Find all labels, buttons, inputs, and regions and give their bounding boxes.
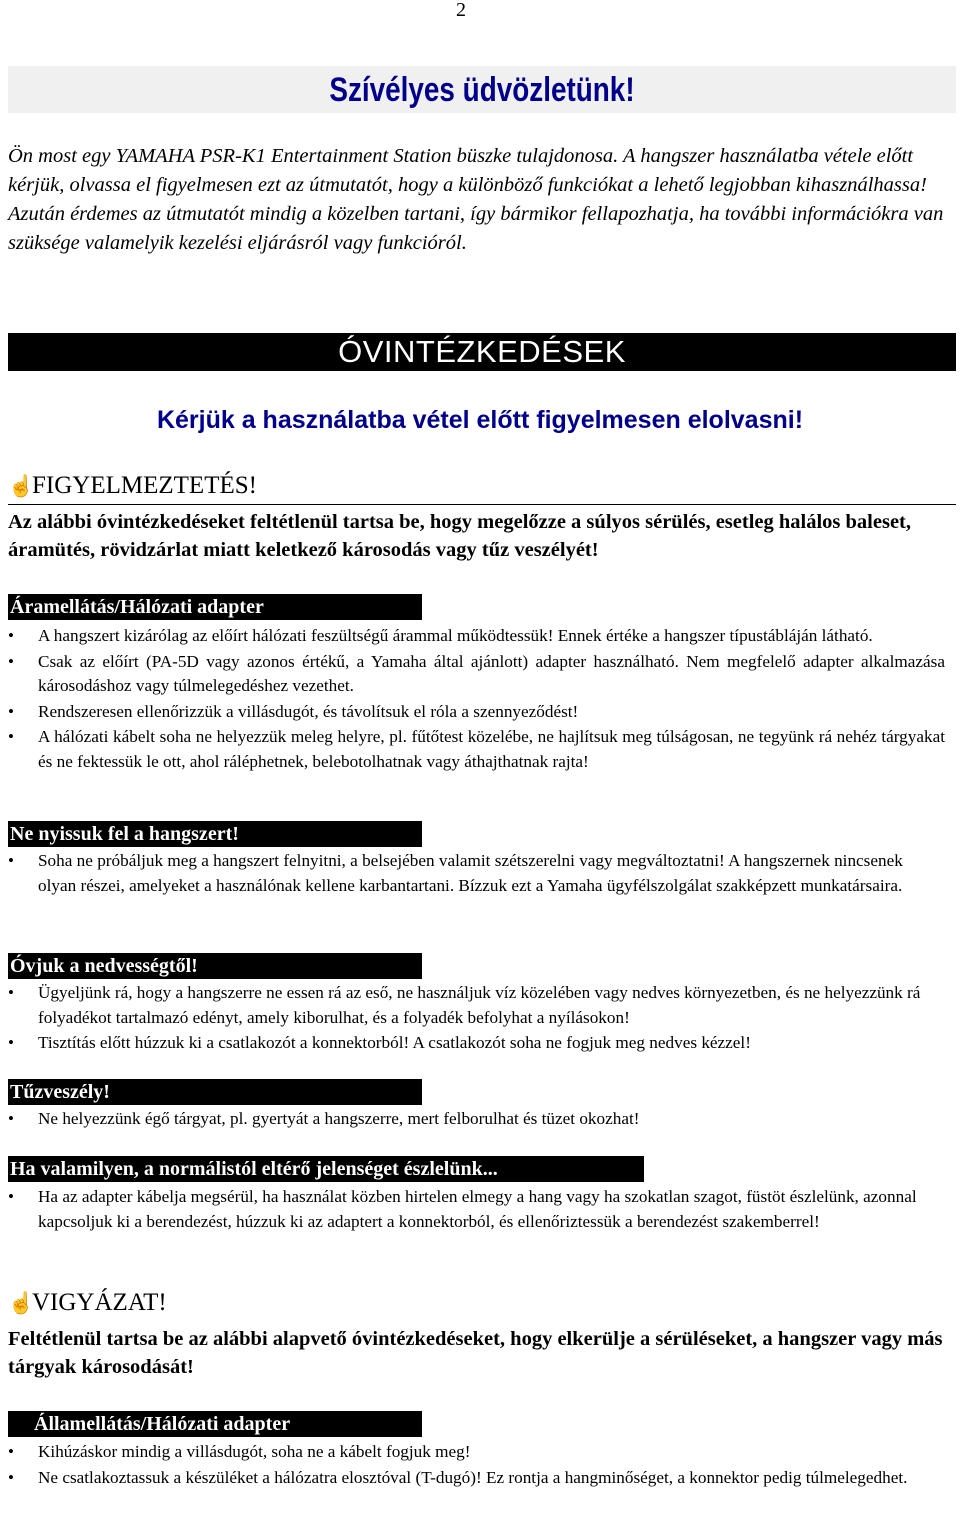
bullet-icon: • — [8, 1033, 14, 1052]
section-heading-caution-power: Államellátás/Hálózati adapter — [8, 1411, 422, 1437]
list-item: • Soha ne próbáljuk meg a hangszert felnyitni, a belsejében valamit szétszerelni vagy megváltoztatni! A hangszernek nincsenek olyan részei, amelyeket a használónak kellene karbantartani. Bízzuk ezt a Yamaha ügyfélszolgálat szakképzett munkatársaira. — [8, 851, 903, 895]
bullet-icon: • — [8, 1467, 14, 1487]
list-item: • Csak az előírt (PA-5D vagy azonos értékű, a Yamaha által ajánlott) adapter használható. Nem megfelelő adapter alkalmazása károsodáshoz vagy túlmelegedéshez vezethet. — [8, 651, 945, 695]
caution-heading-label: VIGYÁZAT! — [32, 1289, 167, 1316]
page-title: Szívélyes üdvözletünk! — [329, 71, 635, 109]
list-caution-power — [0, 1440, 945, 1491]
list-item: • Ne helyezzünk égő tárgyat, pl. gyertyát a hangszerre, mert felborulhat és tüzet okozhat! — [0, 1107, 945, 1132]
list-item: • A hálózati kábelt soha ne helyezzük meleg helyre, pl. fűtőtest közelébe, ne hajlítsuk meg túlságosan, ne tegyünk rá nehéz tárgyakat és ne fektessük le ott, ahol ráléphetnek, belebotolhatnak vagy áthajthatnak rajta! — [8, 727, 945, 771]
bullet-icon: • — [8, 701, 14, 721]
list-item: • Kihúzáskor mindig a villásdugót, soha ne a kábelt fogjuk meg! — [0, 1440, 945, 1465]
list-power — [0, 624, 945, 775]
list-item: • Ha az adapter kábelja megsérül, ha használat közben hirtelen elmegy a hang vagy ha szokatlan szagot, füstöt észlelünk, azonnal kapcsoljuk ki a berendezést, húzzuk ki az adaptert a konnektorból, és ellenőriztessük a berendezést szakemberrel! — [8, 1187, 917, 1231]
precautions-title: ÓVINTÉZKEDÉSEK — [338, 334, 626, 369]
pointing-hand-icon: ☝ — [8, 1291, 35, 1315]
list-fire — [0, 1107, 945, 1133]
read-notice: Kérjük a használatba vétel előtt figyelmesen elolvasni! — [156, 406, 804, 434]
bullet-icon: • — [8, 1442, 14, 1461]
section-heading-moisture: Óvjuk a nedvességtől! — [8, 953, 422, 979]
list-moisture — [0, 981, 945, 1057]
bullet-icon: • — [8, 651, 14, 671]
list-do-not-open — [0, 849, 945, 899]
caution-text: Feltétlenül tartsa be az alábbi alapvető óvintézkedéseket, hogy elkerülje a sérüléseket, a hangszer vagy más tárgyak károsodását! — [8, 1328, 943, 1378]
bullet-icon: • — [8, 1187, 14, 1206]
section-heading-do-not-open: Ne nyissuk fel a hangszert! — [8, 821, 422, 847]
bullet-icon: • — [8, 1109, 14, 1128]
pointing-hand-icon: ☝ — [8, 474, 35, 498]
warning-heading-label: FIGYELMEZTETÉS! — [32, 472, 257, 499]
list-item: • Rendszeresen ellenőrizzük a villásdugót, és távolítsuk el róla a szennyeződést! — [0, 700, 945, 725]
warning-text: Az alábbi óvintézkedéseket feltétlenül tartsa be, hogy megelőzze a súlyos sérülés, esetleg halálos baleset, áramütés, rövidzárlat miatt keletkező károsodás vagy tűz veszélyét! — [8, 511, 912, 561]
warning-heading — [8, 470, 956, 505]
bullet-icon: • — [8, 851, 14, 870]
list-item: • Ne csatlakoztassuk a készüléket a hálózatra elosztóval (T-dugó)! Ez rontja a hangminőséget, a konnektor pedig túlmelegedhet. — [0, 1466, 945, 1491]
title-band — [8, 66, 956, 113]
list-abnormal — [0, 1185, 945, 1235]
bullet-icon: • — [8, 983, 14, 1002]
list-item: • Tisztítás előtt húzzuk ki a csatlakozót a konnektorból! A csatlakozót soha ne fogjuk meg nedves kézzel! — [0, 1031, 945, 1056]
bullet-icon: • — [8, 626, 14, 645]
section-heading-power: Áramellátás/Hálózati adapter — [8, 594, 422, 620]
page-number: 2 — [456, 0, 466, 21]
list-item: • Ügyeljünk rá, hogy a hangszerre ne essen rá az eső, ne használjuk víz közelében vagy nedves környezetben, és ne helyezzünk rá folyadékot tartalmazó edényt, amely kiborulhat, és a folyadék befolyhat a nyílásokon! — [8, 983, 921, 1027]
section-heading-fire: Tűzveszély! — [8, 1079, 422, 1105]
bullet-icon: • — [8, 727, 14, 746]
section-heading-abnormal: Ha valamilyen, a normálistól eltérő jelenséget észlelünk... — [8, 1156, 644, 1182]
precautions-banner — [8, 333, 956, 371]
intro-paragraph: Ön most egy YAMAHA PSR-K1 Entertainment Station büszke tulajdonosa. A hangszer használatba vétele előtt kérjük, olvassa el figyelmesen ezt az útmutatót, hogy a különböző funkciókat a lehető legjobban kihasználhassa! Azután érdemes az útmutatót mindig a közelben tartani, így bármikor fellapozhatja, ha további információkra van szüksége valamelyik kezelési eljárásról vagy funkcióról. — [8, 145, 944, 254]
caution-heading — [8, 1287, 956, 1321]
list-item: • A hangszert kizárólag az előírt hálózati feszültségű árammal működtessük! Ennek értéke a hangszer típustábláján látható. — [0, 624, 945, 649]
